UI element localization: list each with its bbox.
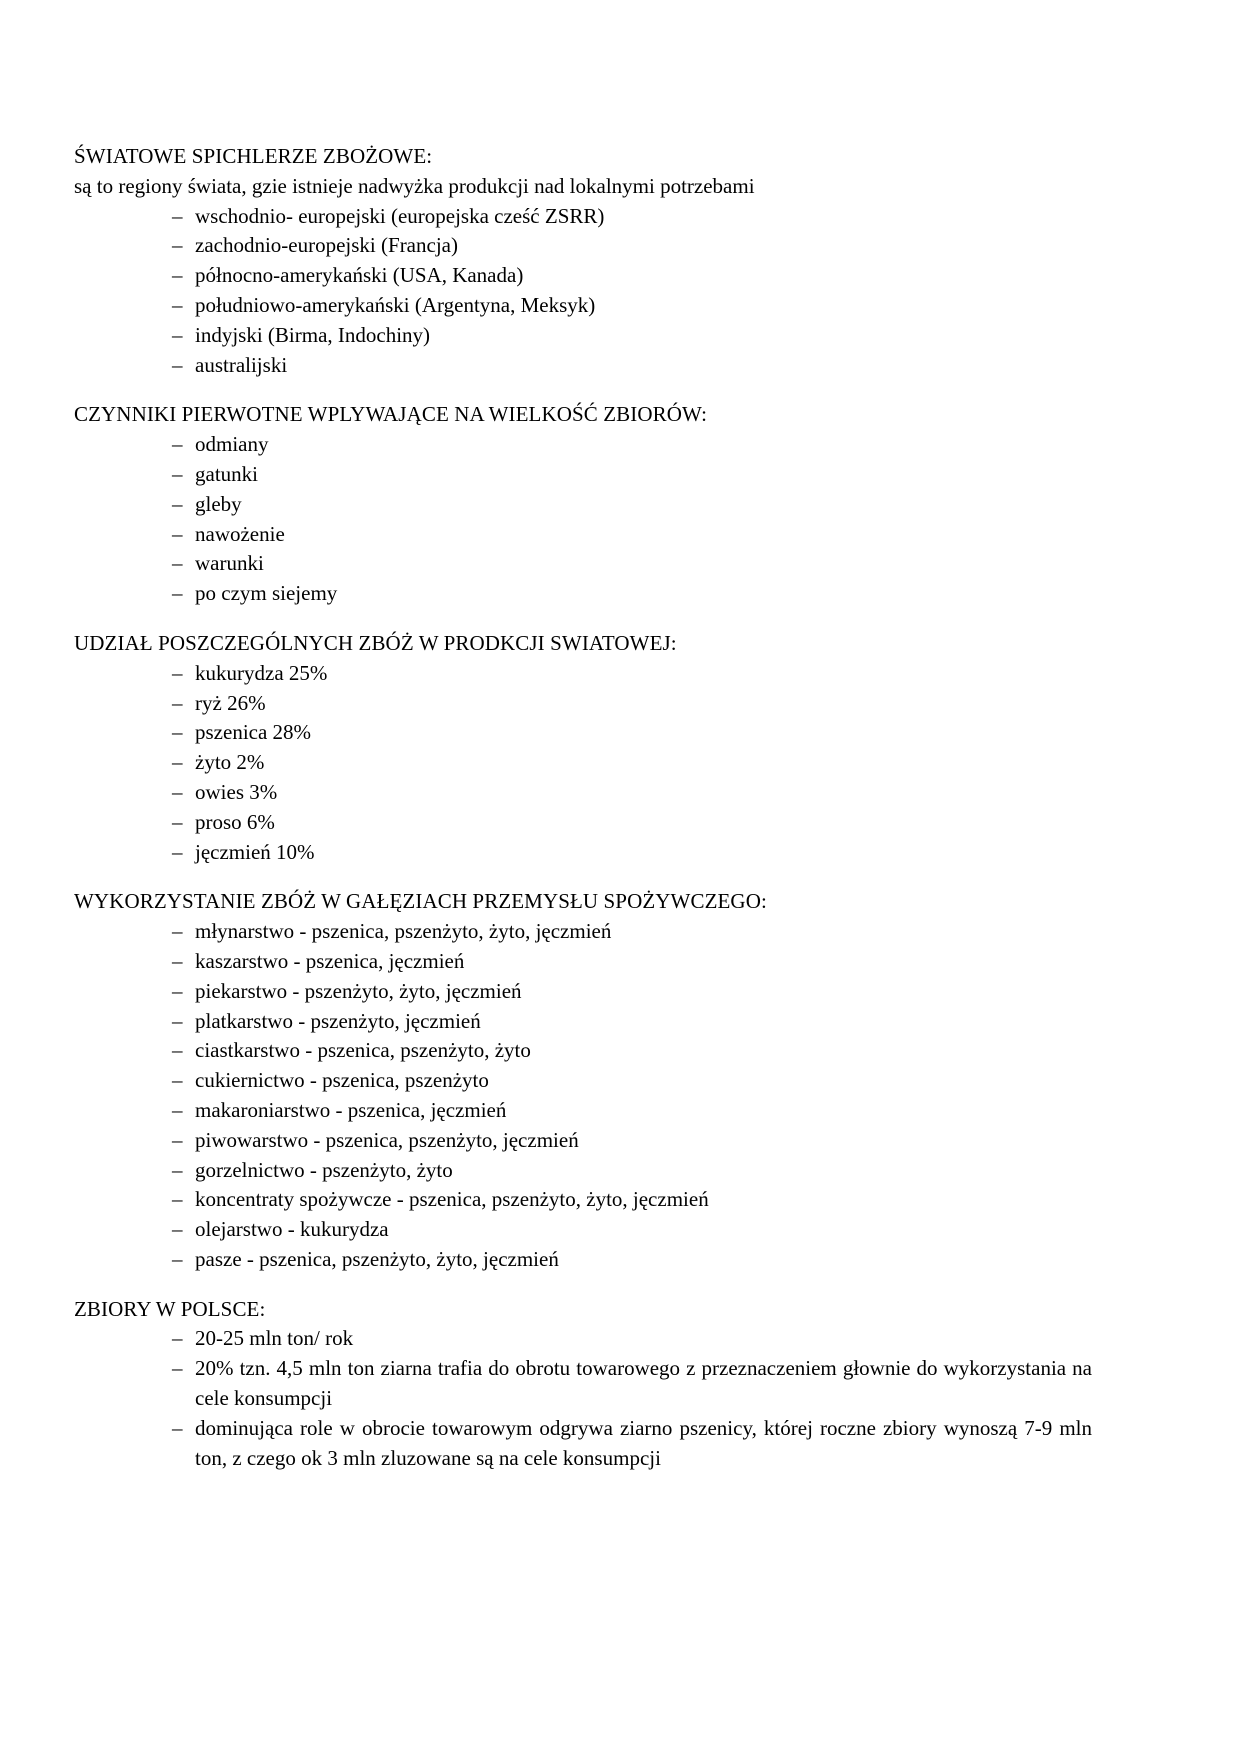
bullet-list [74, 1324, 1092, 1473]
dash-bullet: – [172, 521, 183, 546]
dash-bullet: – [172, 263, 183, 288]
list-item-text: kaszarstwo - pszenica, jęczmień [195, 948, 465, 973]
dash-bullet: – [172, 1217, 183, 1242]
list-item [172, 1215, 1092, 1245]
list-item [172, 430, 1092, 460]
list-item-text: makaroniarstwo - pszenica, jęczmień [195, 1097, 507, 1122]
section-industry-usage [74, 887, 1092, 1274]
list-item [172, 917, 1092, 947]
dash-bullet: – [172, 1246, 183, 1271]
list-item-text: gorzelnictwo - pszenżyto, żyto [195, 1157, 453, 1182]
list-item-text: indyjski (Birma, Indochiny) [195, 322, 431, 347]
list-item-text: 20-25 mln ton/ rok [195, 1326, 354, 1351]
list-item [172, 490, 1092, 520]
list-item [172, 947, 1092, 977]
section-title: ZBIORY W POLSCE: [74, 1296, 266, 1321]
list-item [172, 718, 1092, 748]
list-item-text: piekarstwo - pszenżyto, żyto, jęczmień [195, 978, 522, 1003]
section-title: WYKORZYSTANIE ZBÓŻ W GAŁĘZIACH PRZEMYSŁU SPOŻYWCZEGO: [74, 889, 767, 914]
section-grain-shares [74, 629, 1092, 867]
list-item-text: cukiernictwo - pszenica, pszenżyto [195, 1068, 489, 1093]
dash-bullet: – [172, 1008, 183, 1033]
list-item-text: kukurydza 25% [195, 660, 328, 685]
list-item [172, 520, 1092, 550]
section-intro: są to regiony świata, gzie istnieje nadwyżka produkcji nad lokalnymi potrzebami [74, 173, 755, 198]
section-primary-factors [74, 400, 1092, 609]
list-item [172, 1245, 1092, 1275]
list-item [172, 1354, 1092, 1414]
list-item-text: żyto 2% [195, 750, 265, 775]
dash-bullet: – [172, 491, 183, 516]
list-item [172, 689, 1092, 719]
list-item [172, 1156, 1092, 1186]
dash-bullet: – [172, 720, 183, 745]
list-item-text: gatunki [195, 461, 258, 486]
dash-bullet: – [172, 551, 183, 576]
list-item [172, 659, 1092, 689]
list-item [172, 460, 1092, 490]
list-item [172, 1126, 1092, 1156]
dash-bullet: – [172, 1356, 183, 1381]
dash-bullet: – [172, 203, 183, 228]
list-item-text: owies 3% [195, 779, 278, 804]
dash-bullet: – [172, 1068, 183, 1093]
list-item-text: dominująca role w obrocie towarowym odgrywa ziarno pszenicy, której roczne zbiory wynoszą 7-9 mln ton, z czego ok 3 mln zluzowane są na cele konsumpcji [195, 1415, 1092, 1470]
dash-bullet: – [172, 750, 183, 775]
dash-bullet: – [172, 660, 183, 685]
section-poland-harvest [74, 1295, 1092, 1474]
dash-bullet: – [172, 1038, 183, 1063]
bullet-list [74, 202, 1092, 381]
dash-bullet: – [172, 948, 183, 973]
list-item-text: południowo-amerykański (Argentyna, Meksyk) [195, 292, 596, 317]
list-item [172, 977, 1092, 1007]
list-item-text: odmiany [195, 432, 269, 457]
dash-bullet: – [172, 1097, 183, 1122]
bullet-list [74, 917, 1092, 1275]
section-title: ŚWIATOWE SPICHLERZE ZBOŻOWE: [74, 144, 433, 168]
list-item-text: ryż 26% [195, 690, 266, 715]
list-item [172, 1036, 1092, 1066]
list-item-text: warunki [195, 551, 264, 576]
list-item-text: północno-amerykański (USA, Kanada) [195, 263, 524, 288]
dash-bullet: – [172, 461, 183, 486]
dash-bullet: – [172, 352, 183, 377]
list-item-text: piwowarstwo - pszenica, pszenżyto, jęczmień [195, 1127, 579, 1152]
list-item-text: koncentraty spożywcze - pszenica, pszenżyto, żyto, jęczmień [195, 1187, 709, 1212]
list-item-text: gleby [195, 491, 242, 516]
list-item-text: pszenica 28% [195, 720, 312, 745]
dash-bullet: – [172, 581, 183, 606]
list-item-text: olejarstwo - kukurydza [195, 1217, 389, 1242]
list-item-text: 20% tzn. 4,5 mln ton ziarna trafia do obrotu towarowego z przeznaczeniem głownie do wykorzystania na cele konsumpcji [195, 1356, 1092, 1411]
dash-bullet: – [172, 839, 183, 864]
list-item [172, 321, 1092, 351]
section-title: UDZIAŁ POSZCZEGÓLNYCH ZBÓŻ W PRODKCJI SWIATOWEJ: [74, 630, 677, 655]
dash-bullet: – [172, 292, 183, 317]
dash-bullet: – [172, 233, 183, 258]
list-item-text: proso 6% [195, 809, 275, 834]
list-item [172, 748, 1092, 778]
dash-bullet: – [172, 809, 183, 834]
list-item [172, 1007, 1092, 1037]
list-item [172, 778, 1092, 808]
bullet-list [74, 430, 1092, 609]
dash-bullet: – [172, 1157, 183, 1182]
section-world-granaries [74, 142, 1092, 380]
list-item-text: po czym siejemy [195, 581, 338, 606]
list-item [172, 1096, 1092, 1126]
dash-bullet: – [172, 978, 183, 1003]
list-item [172, 808, 1092, 838]
list-item [172, 838, 1092, 868]
list-item [172, 1185, 1092, 1215]
list-item [172, 291, 1092, 321]
dash-bullet: – [172, 1127, 183, 1152]
list-item-text: nawożenie [195, 521, 285, 546]
list-item [172, 231, 1092, 261]
list-item [172, 351, 1092, 381]
list-item [172, 1324, 1092, 1354]
list-item-text: wschodnio- europejski (europejska cześć ZSRR) [195, 203, 605, 228]
dash-bullet: – [172, 432, 183, 457]
dash-bullet: – [172, 1415, 183, 1440]
list-item-text: zachodnio-europejski (Francja) [195, 233, 458, 258]
list-item-text: platkarstwo - pszenżyto, jęczmień [195, 1008, 481, 1033]
list-item-text: pasze - pszenica, pszenżyto, żyto, jęczmień [195, 1246, 559, 1271]
list-item [172, 549, 1092, 579]
list-item [172, 579, 1092, 609]
bullet-list [74, 659, 1092, 868]
dash-bullet: – [172, 919, 183, 944]
list-item-text: australijski [195, 352, 288, 377]
list-item [172, 202, 1092, 232]
dash-bullet: – [172, 1187, 183, 1212]
dash-bullet: – [172, 1326, 183, 1351]
list-item-text: jęczmień 10% [195, 839, 315, 864]
dash-bullet: – [172, 779, 183, 804]
list-item [172, 1414, 1092, 1474]
list-item [172, 1066, 1092, 1096]
dash-bullet: – [172, 690, 183, 715]
list-item [172, 261, 1092, 291]
list-item-text: młynarstwo - pszenica, pszenżyto, żyto, jęczmień [195, 919, 612, 944]
list-item-text: ciastkarstwo - pszenica, pszenżyto, żyto [195, 1038, 531, 1063]
dash-bullet: – [172, 322, 183, 347]
section-title: CZYNNIKI PIERWOTNE WPLYWAJĄCE NA WIELKOŚĆ ZBIORÓW: [74, 402, 708, 427]
